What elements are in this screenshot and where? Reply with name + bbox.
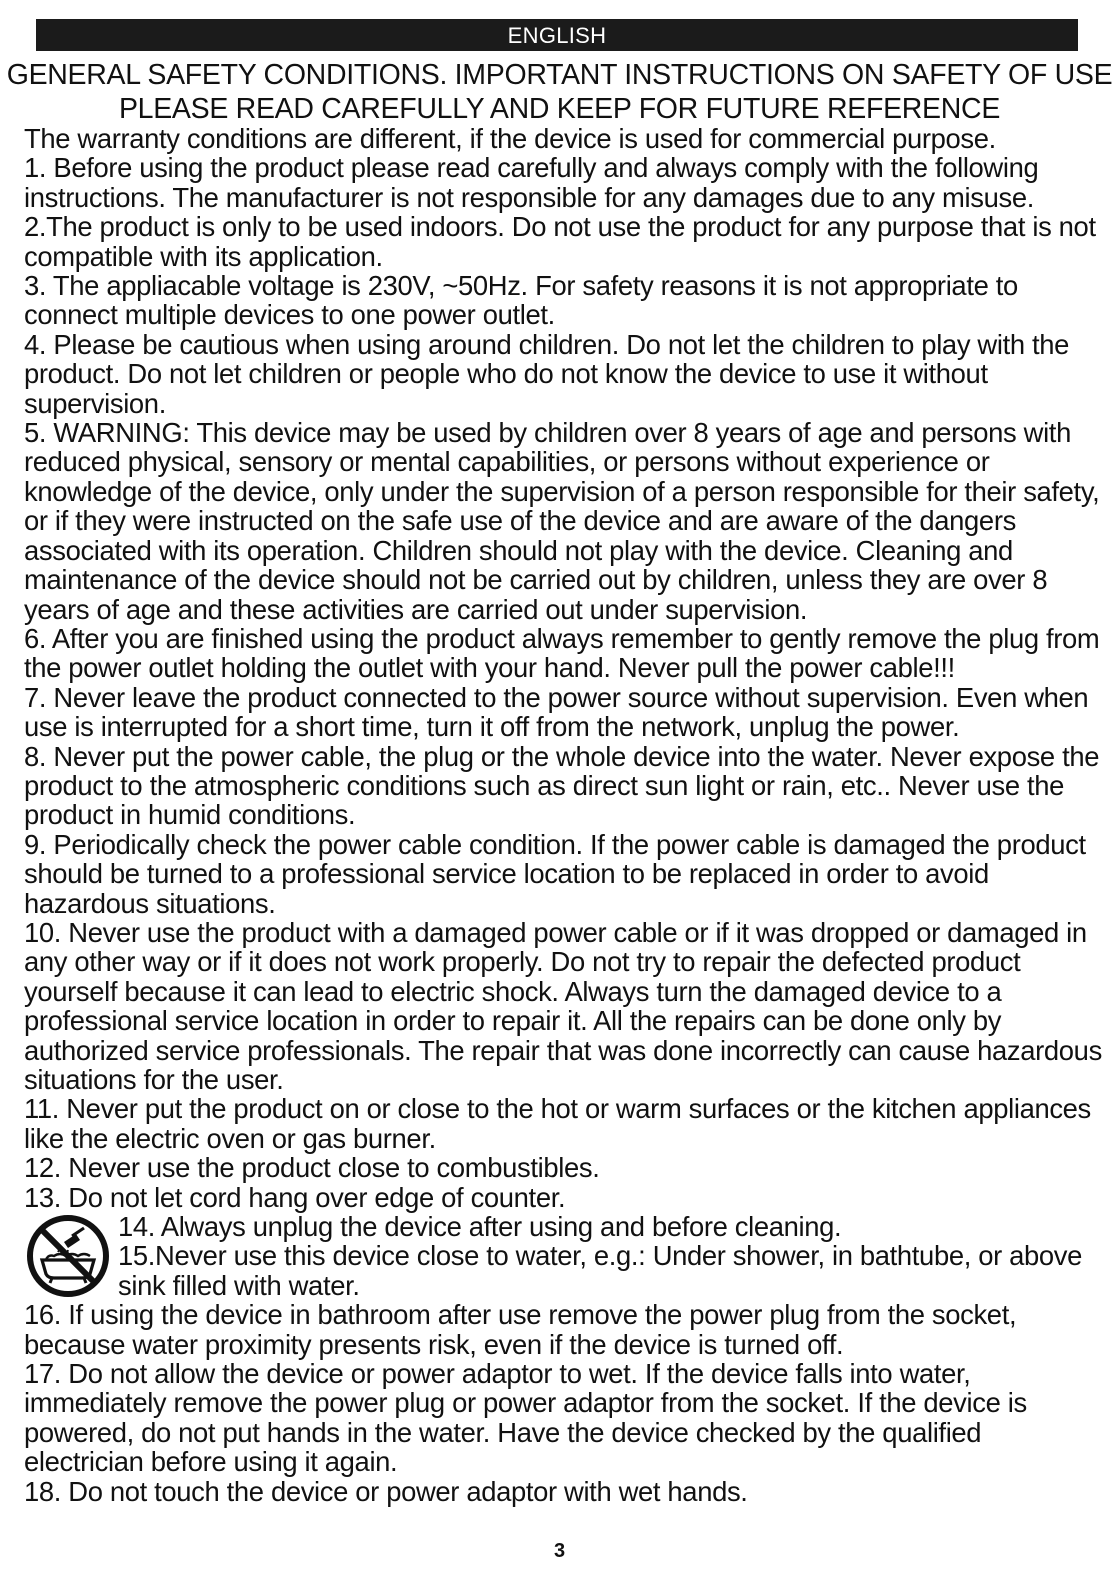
instruction-item-9: 9. Periodically check the power cable condition. If the power cable is damaged the product should be turned to a professional service location to be replaced in order to avoid hazardous situations. [24, 828, 1086, 919]
instruction-item-18: 18. Do not touch the device or power adaptor with wet hands. [24, 1475, 748, 1507]
language-label: ENGLISH [36, 19, 1078, 51]
instruction-item-15: 15.Never use this device close to water, e.g.: Under shower, in bathtube, or above [118, 1240, 1083, 1272]
page-subtitle: PLEASE READ CAREFULLY AND KEEP FOR FUTURE REFERENCE [118, 93, 1001, 125]
instruction-item-1: 1. Before using the product please read carefully and always comply with the following instructions. The manufacturer is not responsible for any damages due to any misuse. [24, 152, 1039, 213]
page-number: 3 [553, 1540, 566, 1562]
page-title: GENERAL SAFETY CONDITIONS. IMPORTANT INSTRUCTIONS ON SAFETY OF USE [6, 59, 1113, 91]
instruction-item-2: 2.The product is only to be used indoors. Do not use the product for any purpose that is not compatible with its application. [24, 211, 1096, 272]
no-water-bath-icon [24, 1212, 118, 1300]
instructions-body [24, 124, 1104, 1506]
instruction-item-15-cont: sink filled with water. [118, 1269, 360, 1301]
instruction-item-4: 4. Please be cautious when using around children. Do not let the children to play with the product. Do not let children or people who do not know the device to use it without supervision. [24, 328, 1070, 419]
water-warning-text [118, 1212, 1104, 1300]
instruction-item-8: 8. Never put the power cable, the plug or the whole device into the water. Never expose the product to the atmospheric conditions such as direct sun light or rain, etc.. Never use the product in humid conditions. [24, 740, 1100, 831]
instruction-item-13: 13. Do not let cord hang over edge of counter. [24, 1181, 566, 1213]
instruction-item-7: 7. Never leave the product connected to the power source without supervision. Even when use is interrupted for a short time, turn it off from the network, unplug the power. [24, 681, 1089, 743]
warranty-note: The warranty conditions are different, if the device is used for commercial purpose. [24, 123, 996, 154]
instruction-item-3: 3. The appliacable voltage is 230V, ~50Hz. For safety reasons it is not appropriate to connect multiple devices to one power outlet. [24, 270, 1018, 331]
instruction-item-10: 10. Never use the product with a damaged power cable or if it was dropped or damaged in any other way or if it does not work properly. Do not try to repair the defected product yourself because it can lead to electric shock. Always turn the damaged device to a professional service location in order to repair it. All the repairs can be done only by authorized service professionals. The repair that was done incorrectly can cause hazardous situations for the user. [24, 916, 1102, 1095]
instruction-item-16: 16. If using the device in bathroom after use remove the power plug from the socket, because water proximity presents risk, even if the device is turned off. [24, 1299, 1017, 1360]
instruction-item-6: 6. After you are finished using the product always remember to gently remove the plug from the power outlet holding the outlet with your hand. Never pull the power cable!!! [24, 622, 1100, 684]
instruction-item-12: 12. Never use the product close to combustibles. [24, 1152, 600, 1184]
instruction-item-5: 5. WARNING: This device may be used by children over 8 years of age and persons with reduced physical, sensory or mental capabilities, or persons without experience or knowledge of the device, only under the supervision of a person responsible for their safety, or if they were instructed on the safe use of the device and are aware of the dangers associated with its operation. Children should not play with the device. Cleaning and maintenance of the device should not be carried out by children, unless they are over 8 years of age and these activities are carried out under supervision. [24, 417, 1100, 625]
water-warning-block [24, 1212, 1104, 1300]
instruction-item-17: 17. Do not allow the device or power adaptor to wet. If the device falls into water, immediately remove the power plug or power adaptor from the socket. If the device is powered, do not put hands in the water. Have the device checked by the qualified electrician before using it again. [24, 1358, 1027, 1478]
instruction-item-14: 14. Always unplug the device after using and before cleaning. [118, 1211, 842, 1243]
instruction-item-11: 11. Never put the product on or close to the hot or warm surfaces or the kitchen appliances like the electric oven or gas burner. [24, 1093, 1091, 1154]
